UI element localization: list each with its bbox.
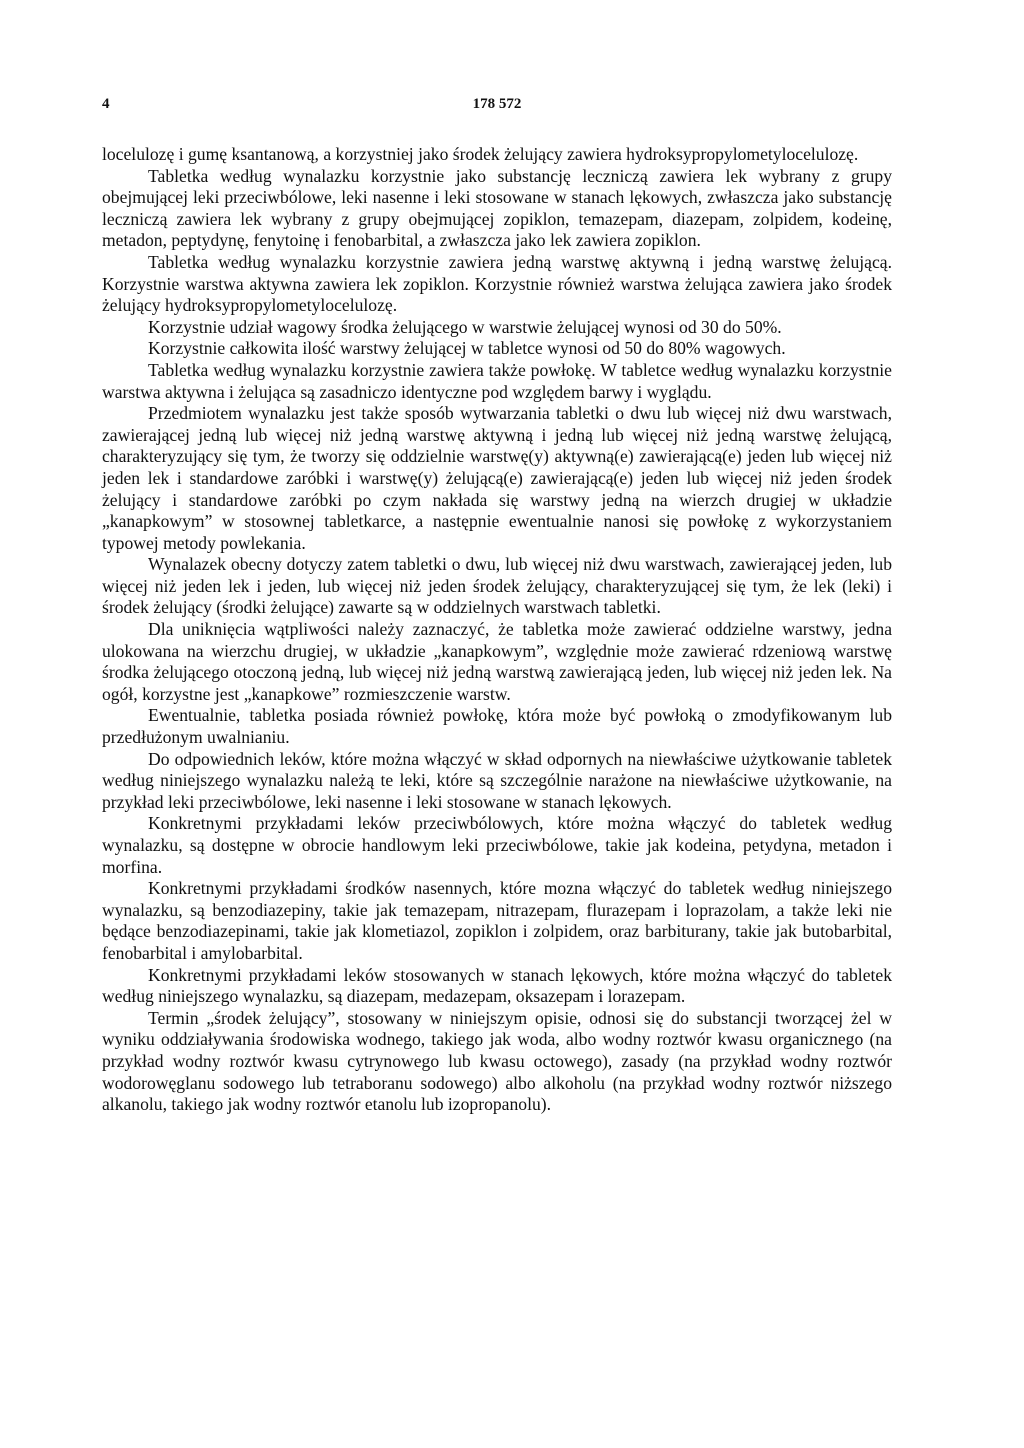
paragraph: Przedmiotem wynalazku jest także sposób wytwarzania tabletki o dwu lub więcej niż dwu warstwach, zawierającej jedną lub więcej niż jedną warstwę aktywną i jedną lub więcej niż jedną warstwę żelującą, charakteryzujący się tym, że tworzy się oddzielnie warstwę(y) aktywną(e) zawierającą(e) jeden lub więcej niż jeden lek i standardowe zaróbki i warstwę(y) żelującą(e) zawierającą(e) jeden lub więcej niż jeden środek żelujący i standardowe zaróbki po czym nakłada się warstwy jedną na wierzch drugiej w układzie „kanapkowym” w stosownej tabletkarce, a następnie ewentualnie nanosi się powłokę z wykorzystaniem typowej metody powlekania. <box>102 403 892 553</box>
paragraph: Dla uniknięcia wątpliwości należy zaznaczyć, że tabletka może zawierać oddzielne warstwy, jedna ulokowana na wierzchu drugiej, w układzie „kanapkowym”, względnie może zawierać rdzeniową warstwę środka żelującego otoczoną jedną, lub więcej niż jedną warstwą zawierającą jeden, lub więcej niż jeden lek. Na ogół, korzystne jest „kanapkowe” rozmieszczenie warstw. <box>102 619 892 704</box>
page-header <box>102 96 892 118</box>
body-text <box>102 144 892 1116</box>
paragraph: Wynalazek obecny dotyczy zatem tabletki o dwu, lub więcej niż dwu warstwach, zawierającej jeden, lub więcej niż jeden lek i jeden, lub więcej niż jeden środek żelujący, charakteryzującej się tym, że lek (leki) i środek żelujący (środki żelujące) zawarte są w oddzielnych warstwach tabletki. <box>102 554 892 618</box>
paragraph: Korzystnie udział wagowy środka żelującego w warstwie żelującej wynosi od 30 do 50%. <box>148 316 782 337</box>
paragraph: Konkretnymi przykładami leków przeciwbólowych, które można włączyć do tabletek według wynalazku, są dostępne w obrocie handlowym leki przeciwbólowe, takie jak kodeina, petydyna, metadon i morfina. <box>102 813 892 877</box>
paragraph: Termin „środek żelujący”, stosowany w niniejszym opisie, odnosi się do substancji tworzącej żel w wyniku oddziaływania środowiska wodnego, takiego jak woda, albo wodny roztwór kwasu organicznego (na przykład wodny roztwór kwasu cytrynowego lub kwasu octowego), zasady (na przykład wodny roztwór wodorowęglanu sodowego lub tetraboranu sodowego) albo alkoholu (na przykład wodny roztwór niższego alkanolu, takiego jak wodny roztwór etanolu lub izopropanolu). <box>102 1007 892 1115</box>
paragraph: Ewentualnie, tabletka posiada również powłokę, która może być powłoką o zmodyfikowanym lub przedłużonym uwalnianiu. <box>102 705 892 748</box>
paragraph: locelulozę i gumę ksantanową, a korzystniej jako środek żelujący zawiera hydroksypropylometylocelulozę. <box>102 144 859 164</box>
paragraph: Do odpowiednich leków, które można włączyć w skład odpornych na niewłaściwe użytkowanie tabletek według niniejszego wynalazku należą te leki, które są szczególnie narażone na niewłaściwe użytkowanie, na przykład leki przeciwbólowe, leki nasenne i leki stosowane w stanach lękowych. <box>102 748 892 812</box>
paragraph: Konkretnymi przykładami środków nasennych, które mozna włączyć do tabletek według niniejszego wynalazku, są benzodiazepiny, takie jak temazepam, nitrazepam, flurazepam i loprazolam, a także leki nie będące benzodiazepinami, takie jak klometiazol, zopiklon i zolpidem, oraz barbiturany, takie jak butobarbital, fenobarbital i amylobarbital. <box>102 878 892 963</box>
paragraph: Tabletka według wynalazku korzystnie zawiera jedną warstwę aktywną i jedną warstwę żelującą. Korzystnie warstwa aktywna zawiera lek zopiklon. Korzystnie również warstwa żelująca zawiera jako środek żelujący hydroksypropylometylocelulozę. <box>102 251 892 316</box>
paragraph: Tabletka według wynalazku korzystnie jako substancję leczniczą zawiera lek wybrany z grupy obejmującej leki przeciwbólowe, leki nasenne i leki stosowane w stanach lękowych, zwłaszcza jako substancję leczniczą zawiera lek wybrany z grupy obejmującej zopiklon, temazepam, diazepam, zolpidem, kodeinę, metadon, peptydynę, fenytoinę i fenobarbital, a zwłaszcza jako lek zawiera zopiklon. <box>102 165 892 251</box>
paragraph: Konkretnymi przykładami leków stosowanych w stanach lękowych, które można włączyć do tabletek według niniejszego wynalazku, są diazepam, medazepam, oksazepam i lorazepam. <box>102 964 892 1007</box>
patent-number: 178 572 <box>472 96 522 112</box>
paragraph: Tabletka według wynalazku korzystnie zawiera także powłokę. W tabletce według wynalazku korzystnie warstwa aktywna i żelująca są zasadniczo identyczne pod względem barwy i wyglądu. <box>102 359 892 402</box>
paragraph: Korzystnie całkowita ilość warstwy żelującej w tabletce wynosi od 50 do 80% wagowych. <box>148 338 786 359</box>
page-number: 4 <box>102 96 110 112</box>
